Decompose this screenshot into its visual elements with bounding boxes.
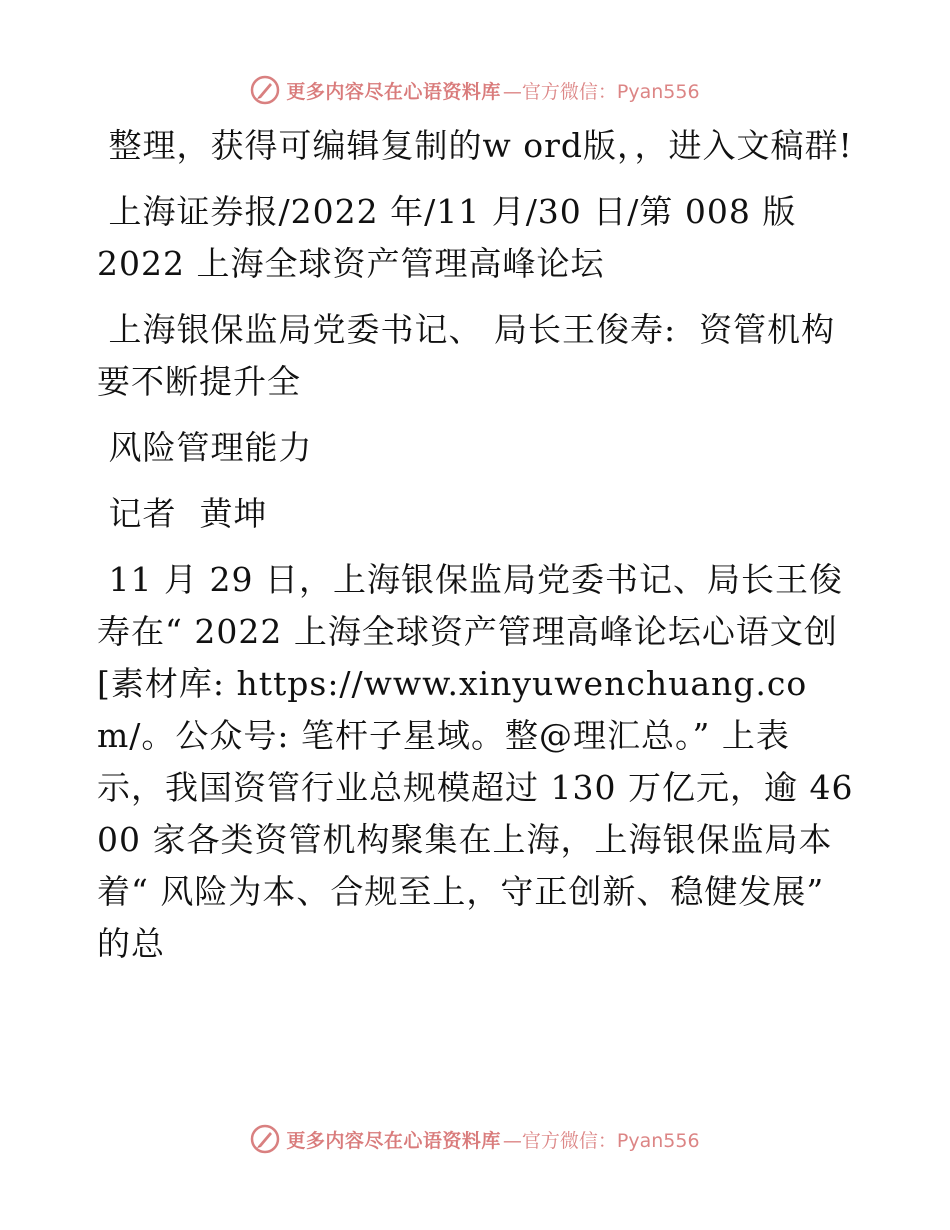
paragraph-intro: 整理，获得可编辑复制的w ord版，，进入文稿群! [97,126,853,165]
banner-main-text: 更多内容尽在心语资料库 [286,80,501,103]
footer-watermark-banner [0,1121,950,1157]
article-byline: 记者 黄坤 [97,494,268,533]
document-body [97,120,857,970]
article-headline-cont: 风险管理能力 [97,428,313,467]
banner-wechat-text: —官方微信：Pyan556 [502,80,700,103]
quill-logo-icon [250,75,280,105]
header-watermark-banner [0,72,950,108]
article-body-paragraph: 11 月 29 日，上海银保监局党委书记、局长王俊寿在“ 2022 上海全球资产管理高峰论坛心语文创[素材库: https://www.xinyuwenchuang.com/。公众号: 笔杆子星域。整@理汇总。” 上表示，我国资管行业总规模超过 130 万亿元，逾 4600 家各类资管机构聚集在上海，上海银保监局本着“ 风险为本、合规至上，守正创新、稳健发展” 的总 [97,560,854,963]
paragraph-source: 上海证券报/2022 年/11 月/30 日/第 008 版 [97,192,797,231]
quill-logo-icon [250,1124,280,1154]
banner-wechat-text: —官方微信：Pyan556 [502,1129,700,1152]
banner-main-text: 更多内容尽在心语资料库 [286,1129,501,1152]
paragraph-forum: 2022 上海全球资产管理高峰论坛 [97,244,605,283]
article-headline: 上海银保监局党委书记、 局长王俊寿: 资管机构要不断提升全 [97,310,836,401]
